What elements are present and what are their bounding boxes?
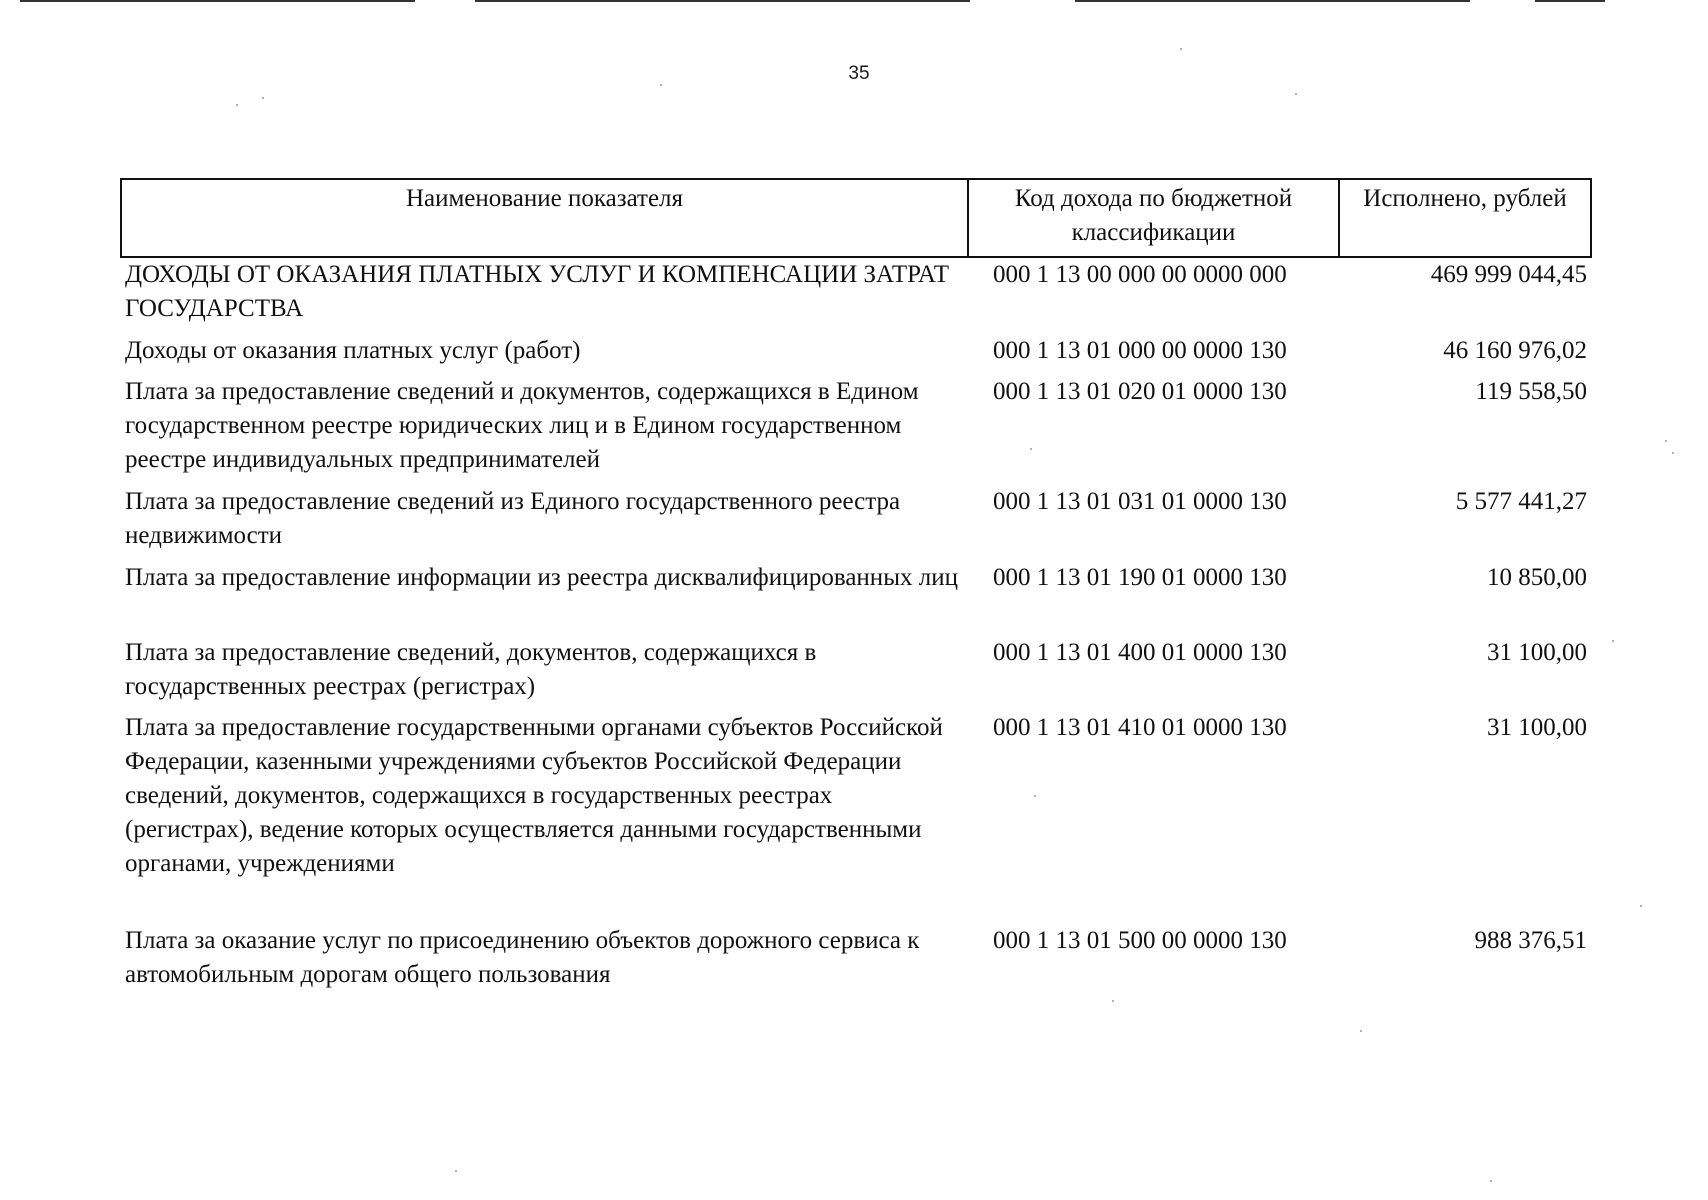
scan-edge-line-left (20, 0, 415, 2)
budget-code: 000 1 13 01 190 01 0000 130 (993, 564, 1287, 591)
executed-amount: 46 160 976,02 (1443, 337, 1587, 364)
scan-edge-line-middle (475, 0, 970, 2)
table-row (121, 924, 1591, 994)
executed-amount: 31 100,00 (1487, 714, 1587, 741)
indicator-name: ДОХОДЫ ОТ ОКАЗАНИЯ ПЛАТНЫХ УСЛУГ И КОМПЕНСАЦИИ ЗАТРАТ ГОСУДАРСТВА (125, 261, 950, 322)
budget-code: 000 1 13 01 000 00 0000 130 (993, 337, 1287, 364)
scan-speck (1672, 452, 1674, 454)
table-row (121, 485, 1591, 561)
executed-amount: 10 850,00 (1487, 564, 1587, 591)
header-budget-code: Код дохода по бюджетной классификации (968, 179, 1339, 257)
table-row (121, 257, 1591, 334)
scan-speck (1295, 93, 1297, 95)
scan-speck (236, 104, 238, 106)
header-executed-amount: Исполнено, рублей (1339, 179, 1591, 257)
budget-code: 000 1 13 00 000 00 0000 000 (993, 261, 1287, 288)
indicator-name: Плата за предоставление информации из реестра дисквалифицированных лиц (125, 564, 958, 591)
scan-edge-line-far-right (1535, 0, 1605, 2)
indicator-name: Доходы от оказания платных услуг (работ) (125, 337, 581, 364)
table-row (121, 375, 1591, 485)
indicator-name: Плата за предоставление сведений, документов, содержащихся в государственных реестрах (регистрах) (125, 639, 817, 700)
scan-speck (455, 1170, 457, 1172)
scan-speck (1360, 1030, 1362, 1032)
scan-speck (262, 97, 264, 99)
executed-amount: 119 558,50 (1475, 378, 1587, 405)
scan-speck (1030, 448, 1032, 450)
table-header-row (121, 179, 1591, 257)
indicator-name: Плата за оказание услуг по присоединению объектов дорожного сервиса к автомобильным дорогам общего пользования (125, 927, 920, 988)
budget-code: 000 1 13 01 031 01 0000 130 (993, 488, 1287, 515)
table-row (121, 561, 1591, 636)
budget-code: 000 1 13 01 020 01 0000 130 (993, 378, 1287, 405)
table-row (121, 711, 1591, 924)
revenue-table (120, 178, 1592, 994)
scan-edge-line-right (1075, 0, 1470, 2)
budget-code: 000 1 13 01 400 01 0000 130 (993, 639, 1287, 666)
indicator-name: Плата за предоставление сведений из Единого государственного реестра недвижимости (125, 488, 901, 549)
scan-speck (1665, 440, 1667, 442)
scan-speck (660, 84, 662, 86)
scan-speck (1640, 905, 1642, 907)
indicator-name: Плата за предоставление государственными органами субъектов Российской Федерации, казенными учреждениями субъектов Российской Федерации сведений, документов, содержащихся в государственных реестрах (регистрах), ведение которых осуществляется данными государственными органами, учреждениями (125, 714, 943, 877)
scan-speck (1612, 640, 1614, 642)
budget-code: 000 1 13 01 500 00 0000 130 (993, 927, 1287, 954)
scan-speck (1034, 795, 1036, 797)
scan-speck (1180, 48, 1182, 50)
scan-speck (1490, 1180, 1492, 1182)
header-indicator-name: Наименование показателя (121, 179, 968, 257)
executed-amount: 469 999 044,45 (1430, 261, 1587, 288)
executed-amount: 5 577 441,27 (1455, 488, 1587, 515)
page-number: 35 (848, 63, 870, 84)
table-row (121, 334, 1591, 375)
indicator-name: Плата за предоставление сведений и документов, содержащихся в Едином государственном реестре юридических лиц и в Едином государственном реестре индивидуальных предпринимателей (125, 378, 919, 473)
scan-speck (1112, 1000, 1114, 1002)
budget-code: 000 1 13 01 410 01 0000 130 (993, 714, 1287, 741)
executed-amount: 988 376,51 (1474, 927, 1587, 954)
executed-amount: 31 100,00 (1487, 639, 1587, 666)
table-row (121, 636, 1591, 711)
